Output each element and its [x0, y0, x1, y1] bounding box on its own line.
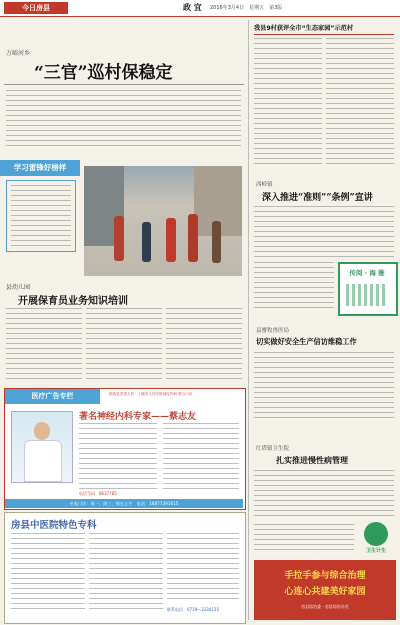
medical-ad-phone-small: 电话号码：8637785 — [79, 491, 117, 496]
kindergarten-body-col2 — [86, 308, 162, 382]
kindergarten-kicker: 县幼儿园 — [6, 284, 31, 291]
kindergarten-headline: 开展保育员业务知识培训 — [18, 296, 128, 307]
civic-banner-line3: 房县综治委 · 房县综治办宣 — [301, 604, 349, 609]
right-hospital-headline: 切实做好安全生产信访维稳工作 — [256, 337, 357, 346]
right-health-kicker: 红塔镇卫生院 — [256, 446, 290, 452]
civic-banner — [254, 560, 396, 620]
stamp-graphic — [346, 284, 386, 306]
medical-ad-body-left — [79, 423, 157, 489]
right-mid-headline: 深入推进“准则”“条例”宣讲 — [262, 193, 373, 203]
tcm-ad-body-mid — [89, 533, 163, 613]
medical-ad-footer: 专家门诊：周一、周三、周五上午 电话：16877291615 — [5, 499, 243, 508]
doctor-body — [24, 440, 62, 482]
main-article-kicker: 万峪河乡 — [6, 50, 31, 57]
right-top-body-col1 — [254, 38, 322, 168]
caption-lines — [11, 185, 71, 247]
civic-banner-line1: 手拉手参与综合治理 — [284, 571, 366, 581]
section-title: 政 宜 — [183, 3, 202, 12]
main-article-body — [6, 90, 241, 148]
learn-lei-caption-box — [6, 180, 76, 252]
kindergarten-body-col3 — [166, 308, 242, 382]
main-article-headline: “三官”巡村保稳定 — [34, 63, 173, 83]
learn-lei-banner: 学习雷锋好榜样 — [0, 160, 80, 176]
issue-date: 2016年3月4日 星期五 第3版 — [210, 5, 283, 11]
masthead — [0, 0, 400, 17]
right-health-body — [254, 470, 394, 520]
doctor-head — [34, 422, 50, 440]
person-1 — [114, 216, 124, 261]
right-health-body-lower — [254, 524, 354, 554]
tcm-ad-body-left — [11, 533, 85, 613]
medical-ad-body-right — [163, 423, 239, 489]
tcm-ad-body-right — [167, 533, 239, 603]
medical-ad-hospital-line: 郧西县香香人民 · 十堰市人民医院神经内科 联合门诊 — [109, 392, 193, 396]
person-3 — [166, 218, 176, 262]
street-photo — [84, 166, 242, 276]
doctor-photo — [11, 411, 73, 483]
civic-banner-line2: 心连心共建美好家园 — [284, 587, 366, 597]
right-hospital-body — [254, 352, 394, 422]
column-divider — [248, 20, 249, 620]
right-top-body-col2 — [326, 38, 394, 168]
medical-ad-headline: 著名神经内科专家——蔡志友 — [79, 412, 197, 422]
tcm-ad-contact: 联系电话：0719—3234125 — [167, 607, 219, 612]
tcm-ad — [4, 512, 246, 624]
stamp-text: 传阅 · 海 雅 — [349, 269, 385, 277]
medical-ad — [4, 388, 246, 510]
right-mid-body-lower — [254, 262, 334, 312]
medical-ad-banner: 医疗广告专栏 — [5, 389, 100, 404]
right-mid-stamp — [338, 262, 398, 316]
logo: 今日房县 — [4, 2, 68, 14]
health-logo — [358, 522, 394, 556]
divider — [4, 84, 244, 85]
right-top-headline-box — [254, 22, 394, 35]
person-2 — [142, 222, 151, 262]
kindergarten-body-col1 — [6, 308, 82, 382]
person-5 — [212, 221, 221, 263]
tcm-ad-title: 房县中医院特色专科 — [11, 520, 97, 531]
right-mid-kicker: 西岭镇 — [256, 182, 273, 188]
right-hospital-kicker: 县畜牧兽医局 — [256, 328, 290, 334]
health-logo-text: 卫生计生 — [365, 548, 386, 554]
health-logo-mark — [364, 522, 388, 546]
person-4 — [188, 214, 198, 262]
right-health-headline: 扎实推进慢性病管理 — [276, 455, 348, 465]
right-top-headline: 我县9村获评全市“生态家园”示范村 — [254, 25, 354, 32]
right-mid-body — [254, 206, 394, 258]
